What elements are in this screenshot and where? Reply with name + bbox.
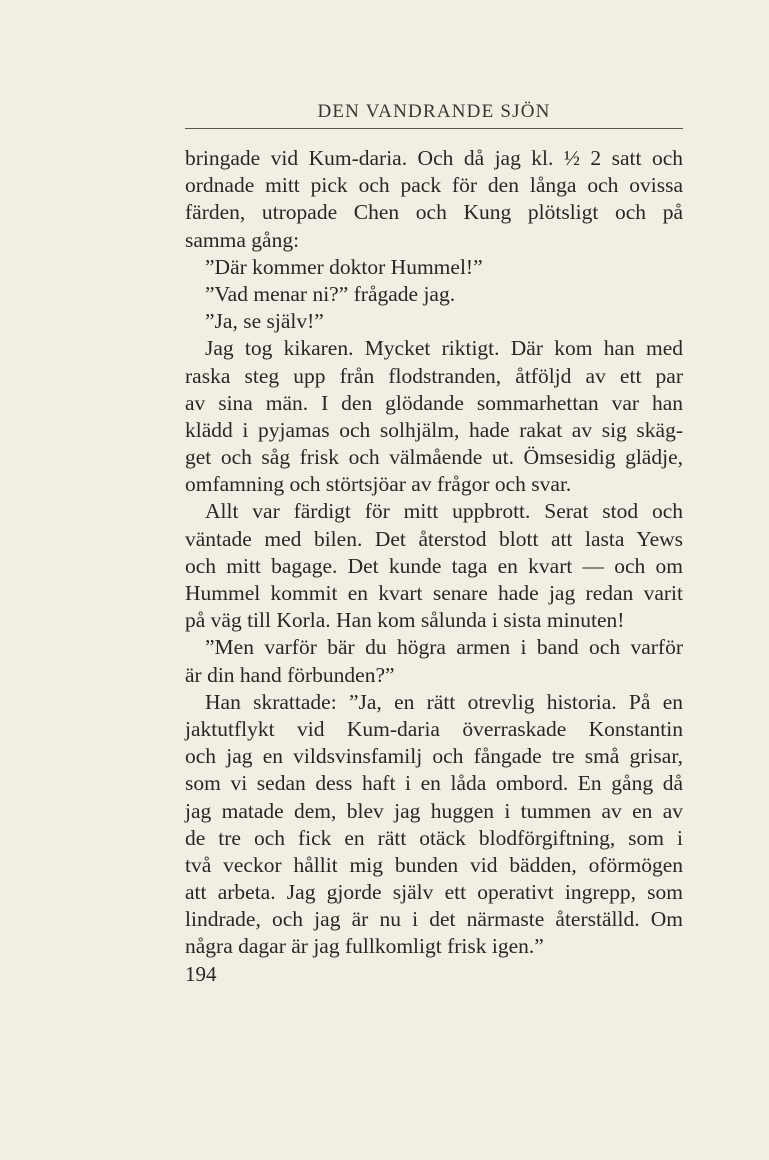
- text-line: raska steg upp från flodstranden, åtföljd av ett par: [185, 363, 683, 388]
- text-line: lindrade, och jag är nu i det närmaste återställd. Om: [185, 907, 683, 932]
- text-line: är din hand förbunden?”: [185, 662, 395, 687]
- text-line: och mitt bagage. Det kunde taga en kvart — och om: [185, 553, 683, 578]
- text-line: jag matade dem, blev jag huggen i tummen av en av: [185, 798, 683, 823]
- text-line: klädd i pyjamas och solhjälm, hade rakat av sig skäg-: [185, 417, 683, 442]
- text-line: två veckor hållit mig bunden vid bädden, oförmögen: [185, 852, 683, 877]
- text-line: Hummel kommit en kvart senare hade jag redan varit: [185, 581, 683, 605]
- text-line: Han skrattade: ”Ja, en rätt otrevlig historia. På en: [205, 689, 683, 714]
- text-line: att arbeta. Jag gjorde själv ett operativt ingrepp, som: [185, 880, 683, 905]
- text-line: ”Vad menar ni?” frågade jag.: [205, 281, 456, 306]
- body-text: [185, 145, 683, 961]
- text-line: färden, utropade Chen och Kung plötsligt och på: [185, 200, 683, 225]
- text-line: omfamning och störtsjöar av frågor och svar.: [185, 472, 572, 497]
- text-line: på väg till Korla. Han kom sålunda i sista minuten!: [185, 608, 625, 633]
- text-line: ”Där kommer doktor Hummel!”: [205, 254, 483, 279]
- text-line: ”Ja, se själv!”: [205, 309, 324, 334]
- running-title: DEN VANDRANDE SJÖN: [317, 101, 551, 122]
- text-line: bringade vid Kum-daria. Och då jag kl. ½ 2 satt och: [185, 146, 683, 170]
- text-line: Allt var färdigt för mitt uppbrott. Serat stod och: [205, 499, 683, 524]
- text-line: av sina män. I den glödande sommarhettan var han: [185, 390, 683, 415]
- text-line: get och såg frisk och välmående ut. Ömsesidig glädje,: [185, 445, 683, 470]
- text-line: väntade med bilen. Det återstod blott att lasta Yews: [185, 526, 683, 551]
- text-line: som vi sedan dess haft i en låda ombord. En gång då: [185, 771, 683, 796]
- text-line: och jag en vildsvinsfamilj och fångade tre små grisar,: [185, 744, 683, 769]
- text-line: några dagar är jag fullkomligt frisk igen.”: [185, 934, 544, 959]
- text-line: de tre och fick en rätt otäck blodförgiftning, som i: [185, 825, 683, 850]
- header-rule: [185, 128, 683, 129]
- text-line: Jag tog kikaren. Mycket riktigt. Där kom han med: [205, 336, 683, 361]
- text-line: ”Men varför bär du högra armen i band och varför: [205, 635, 683, 660]
- text-line: jaktutflykt vid Kum-daria överraskade Konstantin: [185, 716, 683, 741]
- text-line: ordnade mitt pick och pack för den långa och ovissa: [185, 173, 683, 198]
- page-number: 194: [185, 962, 217, 986]
- text-line: samma gång:: [185, 227, 300, 252]
